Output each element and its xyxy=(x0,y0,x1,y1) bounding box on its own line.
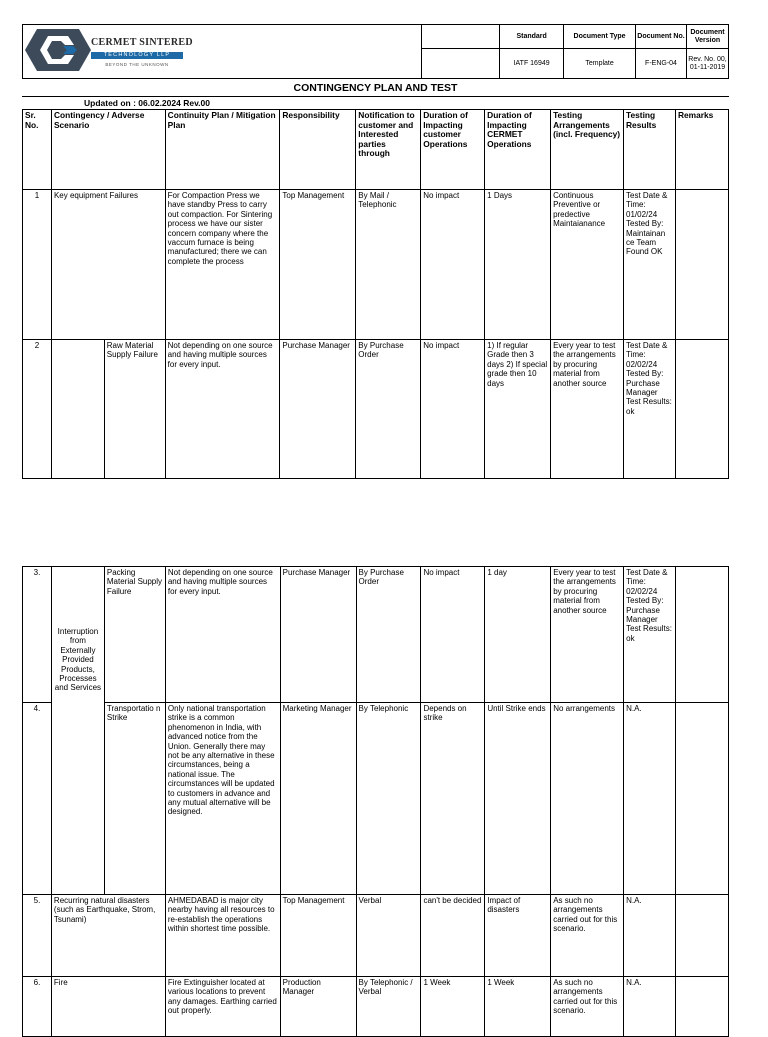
row-cust-duration: 1 Week xyxy=(421,977,485,1037)
row-responsibility: Purchase Manager xyxy=(280,340,356,479)
row-cust-duration: No impact xyxy=(421,340,485,479)
header-label-standard: Standard xyxy=(500,25,564,49)
col-header-results: Testing Results xyxy=(624,110,676,190)
row-sr: 3. xyxy=(23,567,52,703)
row-cermet-duration: 1 Days xyxy=(485,190,551,340)
row-cust-duration: No impact xyxy=(421,567,485,703)
row-sr: 4. xyxy=(23,703,52,895)
row-sr: 2 xyxy=(23,340,52,479)
row-results: N.A. xyxy=(624,703,676,895)
row-remarks xyxy=(676,703,729,895)
row-responsibility: Top Management xyxy=(280,190,356,340)
row-cermet-duration: Until Strike ends xyxy=(485,703,551,895)
row-scenario: Raw Material Supply Failure xyxy=(104,340,165,479)
table-row xyxy=(23,567,729,703)
table-row xyxy=(23,977,729,1037)
row-sr: 5. xyxy=(23,895,52,977)
row-sr: 6. xyxy=(23,977,52,1037)
row-responsibility: Marketing Manager xyxy=(280,703,356,895)
company-logo-cell xyxy=(23,25,422,79)
row-scenario: Packing Material Supply Failure xyxy=(104,567,165,703)
row-notification: By Telephonic xyxy=(356,703,421,895)
logo xyxy=(23,27,253,75)
row-plan: Only national transportation strike is a common phenomenon in India, with advanced notice from the Union. Generally there may not be any alternative in these circumstances, being a national issue. The circumstances will be updated to customers in advance and any mutual alternative will be designed. xyxy=(165,703,280,895)
row-plan: Fire Extinguisher located at various locations to prevent any damages. Earthing carried out properly. xyxy=(165,977,280,1037)
row-plan: Not depending on one source and having multiple sources for every input. xyxy=(165,340,280,479)
header-value-docno: F-ENG-04 xyxy=(636,49,687,79)
row-results: Test Date & Time: 02/02/24 Tested By: Purchase Manager Test Results: ok xyxy=(624,340,676,479)
row-testing: As such no arrangements carried out for this scenario. xyxy=(551,977,624,1037)
company-name: CERMET SINTERED xyxy=(91,37,193,48)
col-header-notification: Notification to customer and Interested parties through xyxy=(356,110,421,190)
page-title: CONTINGENCY PLAN AND TEST xyxy=(293,82,458,94)
row-notification: By Telephonic / Verbal xyxy=(356,977,421,1037)
row-remarks xyxy=(676,567,729,703)
col-header-plan: Continuity Plan / Mitigation Plan xyxy=(165,110,280,190)
row-cust-duration: can't be decided xyxy=(421,895,485,977)
header-label-version: Document Version xyxy=(686,25,728,49)
row-notification: Verbal xyxy=(356,895,421,977)
row-notification: By Mail / Telephonic xyxy=(356,190,421,340)
table-row xyxy=(23,895,729,977)
updated-date: Updated on : 06.02.2024 Rev.00 xyxy=(84,98,210,108)
row-scenario: Recurring natural disasters (such as Earthquake, Strom, Tsunami) xyxy=(51,895,165,977)
row-plan: Not depending on one source and having multiple sources for every input. xyxy=(165,567,280,703)
row-remarks xyxy=(676,895,729,977)
row-testing: Every year to test the arrangements by procuring material from another source xyxy=(551,340,624,479)
row-cermet-duration: 1 Week xyxy=(485,977,551,1037)
hexagon-logo-icon xyxy=(23,27,93,73)
col-header-responsibility: Responsibility xyxy=(280,110,356,190)
col-header-remarks: Remarks xyxy=(675,110,728,190)
row-plan: AHMEDABAD is major city nearby having all resources to re-establish the operations within shortest time possible. xyxy=(165,895,280,977)
row-remarks xyxy=(675,190,728,340)
table-row xyxy=(23,190,729,340)
row-notification: By Purchase Order xyxy=(356,340,421,479)
col-header-cermet-duration: Duration of Impacting CERMET Operations xyxy=(485,110,551,190)
row-testing: No arrangements xyxy=(551,703,624,895)
group-label-text: Interruption from Externally Provided Products, Processes and Services xyxy=(54,627,102,693)
row-responsibility: Top Management xyxy=(280,895,356,977)
row-scenario: Key equipment Failures xyxy=(51,190,165,340)
contingency-table-part2 xyxy=(22,566,729,1037)
row-results: Test Date & Time: 02/02/24 Tested By: Purchase Manager Test Results: ok xyxy=(624,567,676,703)
row-notification: By Purchase Order xyxy=(356,567,421,703)
row-remarks xyxy=(676,977,729,1037)
group-label xyxy=(51,567,104,895)
company-sub: TECHNOLOGY LLP xyxy=(91,52,183,59)
row-cermet-duration: 1 day xyxy=(485,567,551,703)
col-header-cust-duration: Duration of Impacting customer Operations xyxy=(421,110,485,190)
row-responsibility: Production Manager xyxy=(280,977,356,1037)
row-cust-duration: No impact xyxy=(421,190,485,340)
header-value-doctype: Template xyxy=(564,49,636,79)
header-label-doctype: Document Type xyxy=(564,25,636,49)
document-header xyxy=(22,24,729,79)
row-results: Test Date & Time: 01/02/24 Tested By: Maintainan ce Team Found OK xyxy=(624,190,676,340)
col-header-sr: Sr. No. xyxy=(23,110,52,190)
company-tagline: BEYOND THE UNKNOWN xyxy=(105,62,169,67)
header-blank-top xyxy=(422,25,500,49)
row-responsibility: Purchase Manager xyxy=(280,567,356,703)
row-results: N.A. xyxy=(624,977,676,1037)
row-results: N.A. xyxy=(624,895,676,977)
header-value-version: Rev. No. 00, 01-11-2019 xyxy=(686,49,728,79)
row-scenario: Transportatio n Strike xyxy=(104,703,165,895)
row-group-blank xyxy=(51,340,104,479)
contingency-table-part1 xyxy=(22,109,729,479)
row-scenario: Fire xyxy=(51,977,165,1037)
row-sr: 1 xyxy=(23,190,52,340)
table-header-row xyxy=(23,110,729,190)
row-testing: Every year to test the arrangements by procuring material from another source xyxy=(551,567,624,703)
header-value-standard: IATF 16949 xyxy=(500,49,564,79)
header-label-docno: Document No. xyxy=(636,25,687,49)
row-plan: For Compaction Press we have standby Press to carry out compaction. For Sintering process we have our sister concern company where the vaccum furnace is being manufactured; there we can complete the process xyxy=(165,190,280,340)
table-row xyxy=(23,703,729,895)
row-remarks xyxy=(675,340,728,479)
row-cermet-duration: 1) If regular Grade then 3 days 2) If special grade then 10 days xyxy=(485,340,551,479)
title-underline xyxy=(22,96,729,97)
row-cermet-duration: Impact of disasters xyxy=(485,895,551,977)
row-cust-duration: Depends on strike xyxy=(421,703,485,895)
row-testing: Continuous Preventive or predective Maintaianance xyxy=(551,190,624,340)
col-header-testing: Testing Arrangements (incl. Frequency) xyxy=(551,110,624,190)
table-row xyxy=(23,340,729,479)
header-blank-bottom xyxy=(422,49,500,79)
row-testing: As such no arrangements carried out for this scenario. xyxy=(551,895,624,977)
col-header-scenario: Contingency / Adverse Scenario xyxy=(51,110,165,190)
